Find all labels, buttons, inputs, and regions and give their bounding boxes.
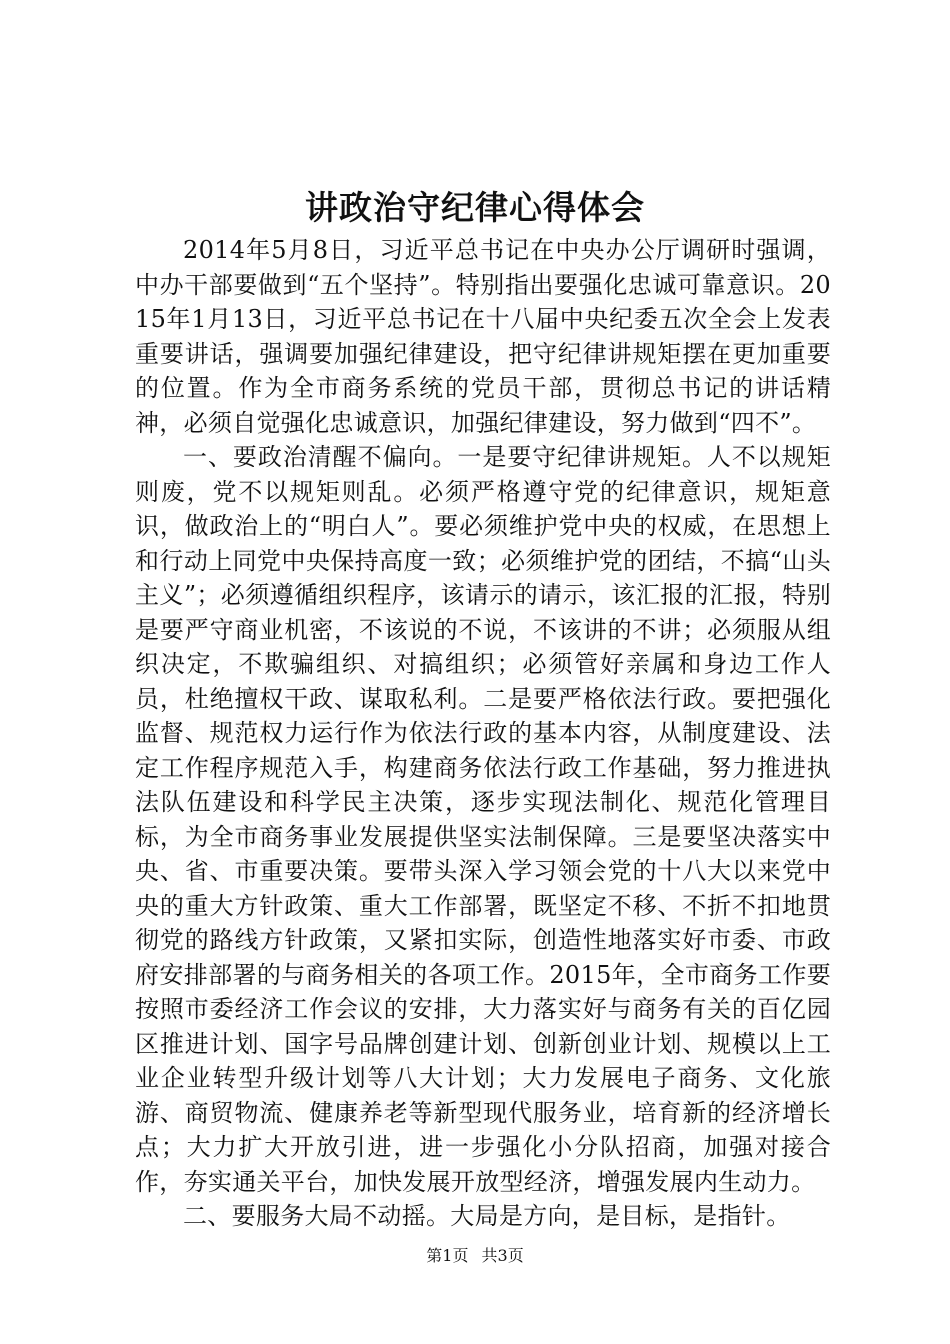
page-number-current: 第1页 [426,1246,469,1265]
document-title: 讲政治守纪律心得体会 [305,188,645,227]
paragraph-section-two: 二、要服务大局不动摇。大局是方向，是目标，是指针。 [183,1202,791,1230]
page-footer [0,1245,950,1267]
paragraph-intro: 2014年5月8日，习近平总书记在中央办公厅调研时强调，中办干部要做到“五个坚持”。特别指出要强化忠诚可靠意识。2015年1月13日，习近平总书记在十八届中央纪委五次全会上发表重要讲话，强调要加强纪律建设，把守纪律讲规矩摆在更加重要的位置。作为全市商务系统的党员干部，贯彻总书记的讲话精神，必须自觉强化忠诚意识，加强纪律建设，努力做到“四不”。 [135,236,831,437]
page-number-total: 共3页 [481,1246,524,1265]
document-body [135,233,831,1234]
paragraph-section-one: 一、要政治清醒不偏向。一是要守纪律讲规矩。人不以规矩则废，党不以规矩则乱。必须严格遵守党的纪律意识，规矩意识，做政治上的“明白人”。要必须维护党中央的权威，在思想上和行动上同党中央保持高度一致；必须维护党的团结，不搞“山头主义”；必须遵循组织程序，该请示的请示，该汇报的汇报，特别是要严守商业机密，不该说的不说，不该讲的不讲；必须服从组织决定，不欺骗组织、对搞组织；必须管好亲属和身边工作人员，杜绝擅权干政、谋取私利。二是要严格依法行政。要把强化监督、规范权力运行作为依法行政的基本内容，从制度建设、法定工作程序规范入手，构建商务依法行政工作基础，努力推进执法队伍建设和科学民主决策，逐步实现法制化、规范化管理目标，为全市商务事业发展提供坚实法制保障。三是要坚决落实中央、省、市重要决策。要带头深入学习领会党的十八大以来党中央的重大方针政策、重大工作部署，既坚定不移、不折不扣地贯彻党的路线方针政策，又紧扣实际，创造性地落实好市委、市政府安排部署的与商务相关的各项工作。2015年，全市商务工作要按照市委经济工作会议的安排，大力落实好与商务有关的百亿园区推进计划、国字号品牌创建计划、创新创业计划、规模以上工业企业转型升级计划等八大计划；大力发展电子商务、文化旅游、商贸物流、健康养老等新型现代服务业，培育新的经济增长点；大力扩大开放引进，进一步强化小分队招商，加强对接合作，夯实通关平台，加快发展开放型经济，增强发展内生动力。 [135,443,831,1196]
